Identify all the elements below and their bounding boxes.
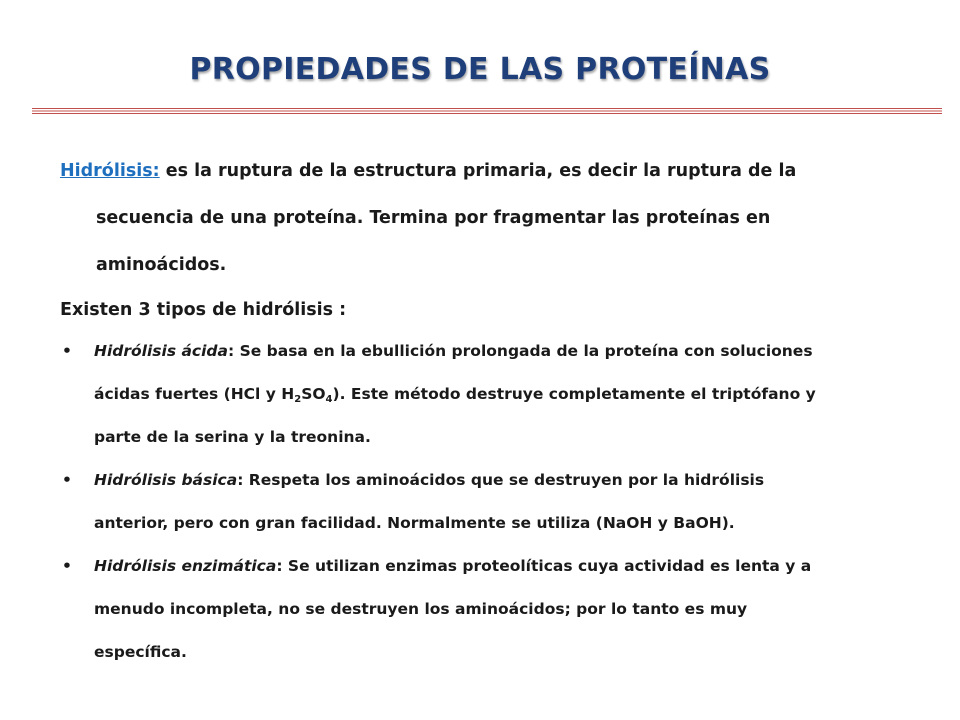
hydrolysis-link[interactable]: Hidrólisis (60, 161, 153, 181)
bullet-icon: • (62, 342, 72, 360)
acid-text-2a: ácidas fuertes (HCl y H (94, 385, 295, 403)
acid-line-3: parte de la serina y la treonina. (94, 428, 371, 446)
subscript-4: 4 (325, 394, 333, 405)
slide-title: PROPIEDADES DE LAS PROTEÍNAS (189, 52, 771, 87)
enzymatic-text-1: : Se utilizan enzimas proteolíticas cuya actividad es lenta y a (276, 557, 812, 575)
definition-text-1: es la ruptura de la estructura primaria, es decir la ruptura de la (159, 161, 797, 181)
hydrolysis-types-list (62, 330, 922, 674)
title-divider-fill (32, 110, 942, 112)
bullet-icon: • (62, 471, 72, 489)
subscript-2: 2 (294, 394, 302, 405)
list-item-acid (62, 330, 922, 459)
types-heading: Existen 3 tipos de hidrólisis : (60, 300, 347, 320)
basic-lead: Hidrólisis básica (94, 471, 238, 489)
basic-text-1: : Respeta los aminoácidos que se destruyen por la hidrólisis (237, 471, 765, 489)
list-item-basic (62, 459, 922, 545)
enzymatic-lead: Hidrólisis enzimática (94, 557, 277, 575)
acid-text-2c: ). Este método destruye completamente el triptófano y (332, 385, 816, 403)
basic-line-2: anterior, pero con gran facilidad. Normalmente se utiliza (NaOH y BaOH). (94, 514, 735, 532)
acid-lead: Hidrólisis ácida (94, 342, 228, 360)
basic-line-1 (94, 459, 922, 502)
enzymatic-line-2: menudo incompleta, no se destruyen los aminoácidos; por lo tanto es muy (94, 600, 748, 618)
acid-line-2 (94, 373, 922, 416)
enzymatic-line-3: específica. (94, 643, 187, 661)
definition-line-2: secuencia de una proteína. Termina por fragmentar las proteínas en (96, 208, 771, 228)
definition-line-3: aminoácidos. (96, 255, 227, 275)
enzymatic-line-1 (94, 545, 922, 588)
acid-text-1: : Se basa en la ebullición prolongada de la proteína con soluciones (227, 342, 813, 360)
hydrolysis-definition (60, 148, 920, 289)
definition-line-1 (60, 148, 920, 195)
list-item-enzymatic (62, 545, 922, 674)
hydrolysis-link-colon: : (152, 161, 160, 181)
bullet-icon: • (62, 557, 72, 575)
acid-line-1 (94, 330, 922, 373)
acid-text-2b: SO (301, 385, 326, 403)
